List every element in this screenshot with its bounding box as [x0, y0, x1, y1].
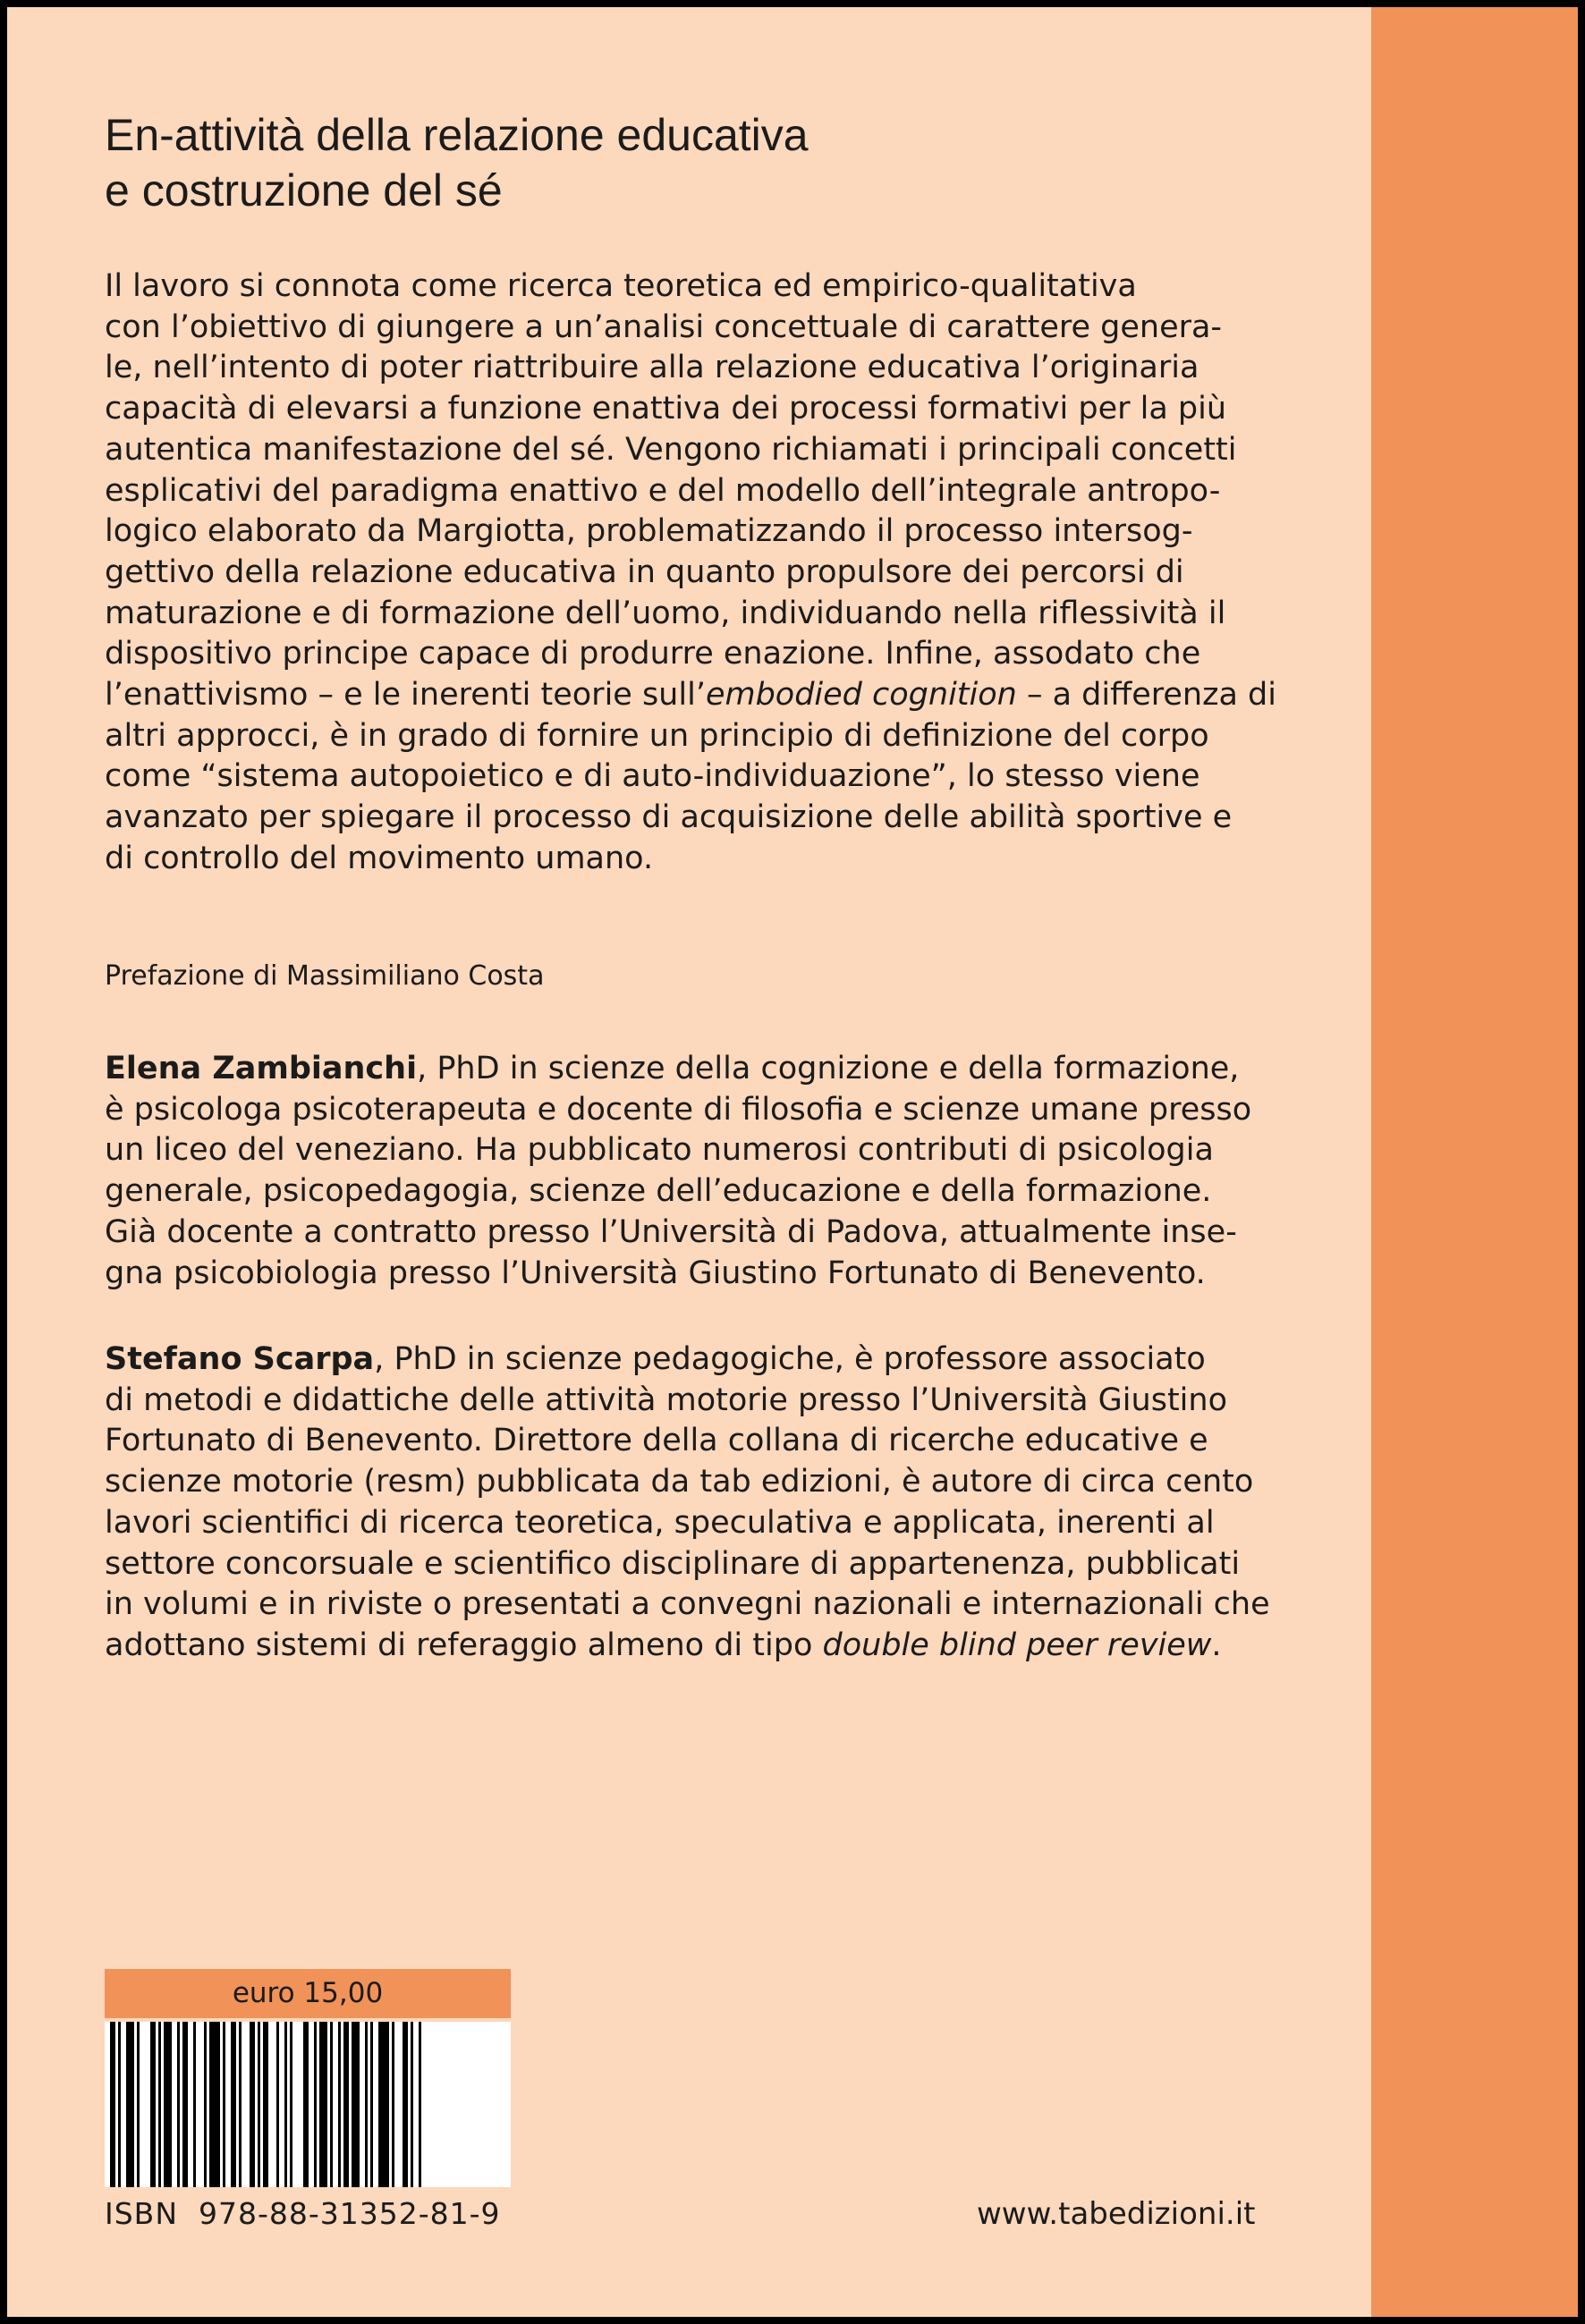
barcode-bar — [378, 2022, 389, 2187]
abstract-line: gettivo della relazione educativa in quanto propulsore dei percorsi di — [105, 554, 1184, 590]
barcode-bar — [209, 2022, 220, 2187]
abstract-text-segment: – a differenza di — [1016, 677, 1276, 714]
abstract-line: con l’obiettivo di giungere a un’analisi concettuale di carattere genera- — [105, 308, 1223, 345]
barcode-bar — [314, 2022, 317, 2187]
barcode-bar — [419, 2022, 421, 2187]
abstract-line: come “sistema autopoietico e di auto-individuazione”, lo stesso viene — [105, 758, 1200, 795]
barcode-bar — [231, 2022, 236, 2187]
barcode-bar — [126, 2022, 134, 2187]
abstract-italic-term: embodied cognition — [705, 677, 1017, 714]
bio-italic-term: double blind peer review — [822, 1627, 1212, 1663]
abstract-line: logico elaborato da Margiotta, problematizzando il processo intersog- — [105, 513, 1193, 550]
abstract-line: avanzato per spiegare il processo di acquisizione delle abilità sportive e — [105, 799, 1233, 836]
bio-line: lavori scientifici di ricerca teoretica, speculativa e applicata, inerenti al — [105, 1504, 1215, 1541]
barcode-bar — [182, 2022, 188, 2187]
abstract-line: maturazione e di formazione dell’uomo, individuando nella riflessività il — [105, 595, 1226, 631]
bio-line — [105, 1626, 1267, 1667]
barcode-bar — [250, 2022, 255, 2187]
bio-text-segment: . — [1211, 1627, 1222, 1663]
barcode-bar — [263, 2022, 268, 2187]
abstract-line: altri approcci, è in grado di fornire un principio di definizione del corpo — [105, 717, 1209, 754]
bio-line: Già docente a contratto presso l’Università di Padova, attualmente inse- — [105, 1213, 1237, 1250]
orange-side-band — [1371, 7, 1578, 2317]
barcode-bar — [319, 2022, 327, 2187]
preface-credit: Prefazione di Massimiliano Costa — [105, 960, 545, 992]
bio-text-segment: , PhD in scienze pedagogiche, è professore associato — [374, 1341, 1206, 1377]
barcode-bar — [303, 2022, 309, 2187]
bio-line: un liceo del veneziano. Ha pubblicato numerosi contributi di psicologia — [105, 1132, 1214, 1169]
barcode-bar — [223, 2022, 225, 2187]
author-bio-zambianchi — [105, 1049, 1267, 1294]
barcode-bar — [403, 2022, 408, 2187]
barcode — [105, 2022, 511, 2187]
book-title-line-1: En-attività della relazione educativa — [105, 110, 809, 160]
abstract-line: Il lavoro si connota come ricerca teoretica ed empirico-qualitativa — [105, 268, 1137, 304]
barcode-bar — [284, 2022, 287, 2187]
barcode-bar — [137, 2022, 140, 2187]
bio-line: in volumi e in riviste o presentati a convegni nazionali e internazionali che — [105, 1586, 1270, 1623]
barcode-bar — [239, 2022, 242, 2187]
barcode-bar — [118, 2022, 121, 2187]
barcode-bar — [330, 2022, 333, 2187]
bio-text-segment: , PhD in scienze della cognizione e della formazione, — [417, 1051, 1240, 1086]
barcode-bar — [411, 2022, 413, 2187]
isbn-number: ISBN 978-88-31352-81-9 — [105, 2196, 501, 2231]
abstract-text-segment: l’enattivismo – e le inerenti teorie sull’ — [105, 677, 706, 714]
abstract-line: le, nell’intento di poter riattribuire alla relazione educativa l’originaria — [105, 350, 1199, 386]
abstract-line: esplicativi del paradigma enattivo e del modello dell’integrale antropo- — [105, 472, 1221, 509]
barcode-bars — [105, 2022, 511, 2187]
abstract-line: di controllo del movimento umano. — [105, 840, 654, 876]
abstract-line — [105, 675, 1276, 716]
barcode-bar — [370, 2022, 373, 2187]
bio-line — [105, 1049, 1267, 1090]
bio-line: gna psicobiologia presso l’Università Giustino Fortunato di Benevento. — [105, 1255, 1206, 1291]
author-bio-scarpa — [105, 1339, 1270, 1667]
abstract-line: capacità di elevarsi a funzione enattiva dei processi formativi per la più — [105, 391, 1227, 427]
barcode-bar — [392, 2022, 394, 2187]
barcode-bar — [365, 2022, 368, 2187]
bio-text-segment: adottano sistemi di referaggio almeno di tipo — [105, 1627, 823, 1663]
barcode-bar — [338, 2022, 341, 2187]
bio-line — [105, 1339, 1267, 1381]
barcode-bar — [290, 2022, 292, 2187]
abstract-line: dispositivo principe capace di produrre enazione. Infine, assodato che — [105, 636, 1201, 672]
author-name: Stefano Scarpa — [105, 1341, 375, 1377]
barcode-bar — [158, 2022, 161, 2187]
bio-line: scienze motorie (resm) pubblicata da tab edizioni, è autore di circa cento — [105, 1464, 1254, 1500]
abstract-line: autentica manifestazione del sé. Vengono richiamati i principali concetti — [105, 431, 1237, 468]
barcode-bar — [177, 2022, 180, 2187]
publisher-website: www.tabedizioni.it — [977, 2196, 1256, 2232]
barcode-bar — [150, 2022, 156, 2187]
book-title — [105, 107, 1178, 218]
barcode-bar — [193, 2022, 196, 2187]
abstract-paragraph — [105, 266, 1276, 880]
barcode-bar — [110, 2022, 115, 2187]
barcode-bar — [343, 2022, 349, 2187]
bio-line: generale, psicopedagogia, scienze dell’educazione e della formazione. — [105, 1173, 1212, 1210]
bio-line: è psicologa psicoterapeuta e docente di filosofia e scienze umane presso — [105, 1091, 1252, 1128]
barcode-bar — [164, 2022, 172, 2187]
author-name: Elena Zambianchi — [105, 1051, 418, 1086]
price-label: euro 15,00 — [105, 1969, 511, 2018]
barcode-bar — [276, 2022, 279, 2187]
barcode-bar — [258, 2022, 260, 2187]
bio-line: Fortunato di Benevento. Direttore della collana di ricerche educative e — [105, 1423, 1208, 1459]
book-title-line-2: e costruzione del sé — [105, 165, 503, 215]
bio-line: settore concorsuale e scientifico disciplinare di appartenenza, pubblicati — [105, 1545, 1241, 1582]
barcode-bar — [204, 2022, 207, 2187]
barcode-bar — [352, 2022, 360, 2187]
bio-line: di metodi e didattiche delle attività motorie presso l’Università Giustino — [105, 1382, 1227, 1418]
back-cover — [7, 7, 1578, 2317]
